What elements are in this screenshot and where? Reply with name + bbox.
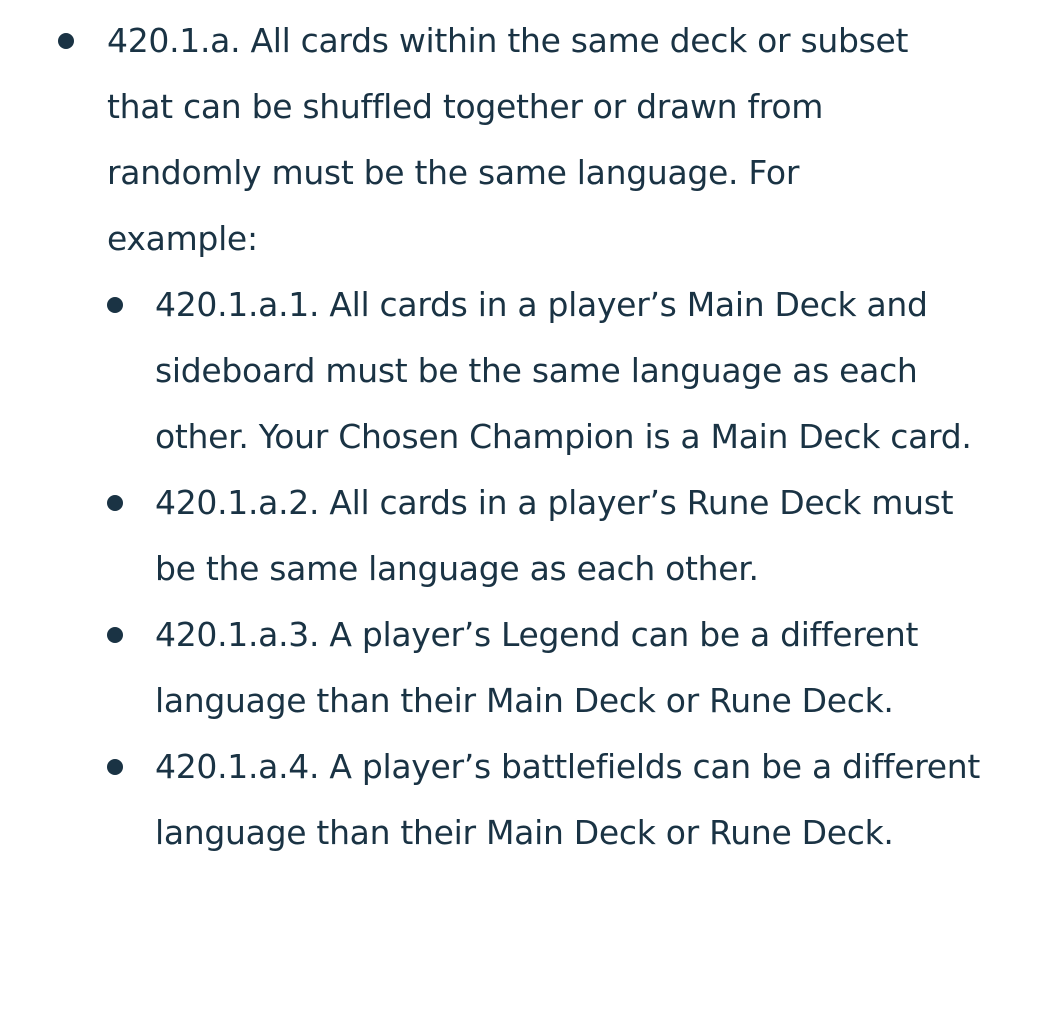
rule-420-1-a-4 (155, 734, 990, 866)
bullet-icon (107, 495, 123, 511)
bullet-icon (107, 759, 123, 775)
rule-text: 420.1.a.1. All cards in a player’s Main Deck and sideboard must be the same language as each other. Your Chosen Champion is a Main Deck card. (155, 285, 972, 456)
bullet-icon (107, 297, 123, 313)
bullet-icon (107, 627, 123, 643)
rule-text: 420.1.a.3. A player’s Legend can be a different language than their Main Deck or Rune Deck. (155, 615, 919, 720)
rule-420-1-a-3 (155, 602, 990, 734)
rules-list (0, 8, 1060, 866)
rule-text: 420.1.a.2. All cards in a player’s Rune Deck must be the same language as each other. (155, 483, 954, 588)
bullet-icon (58, 33, 74, 49)
rule-420-1-a-1 (155, 272, 990, 470)
rule-420-1-a-2 (155, 470, 990, 602)
rule-text: 420.1.a.4. A player’s battlefields can be a different language than their Main Deck or Rune Deck. (155, 747, 981, 852)
rule-text: 420.1.a. All cards within the same deck or subset that can be shuffled together or drawn from randomly must be the same language. For example: (107, 21, 909, 258)
rule-420-1-a (107, 8, 957, 272)
